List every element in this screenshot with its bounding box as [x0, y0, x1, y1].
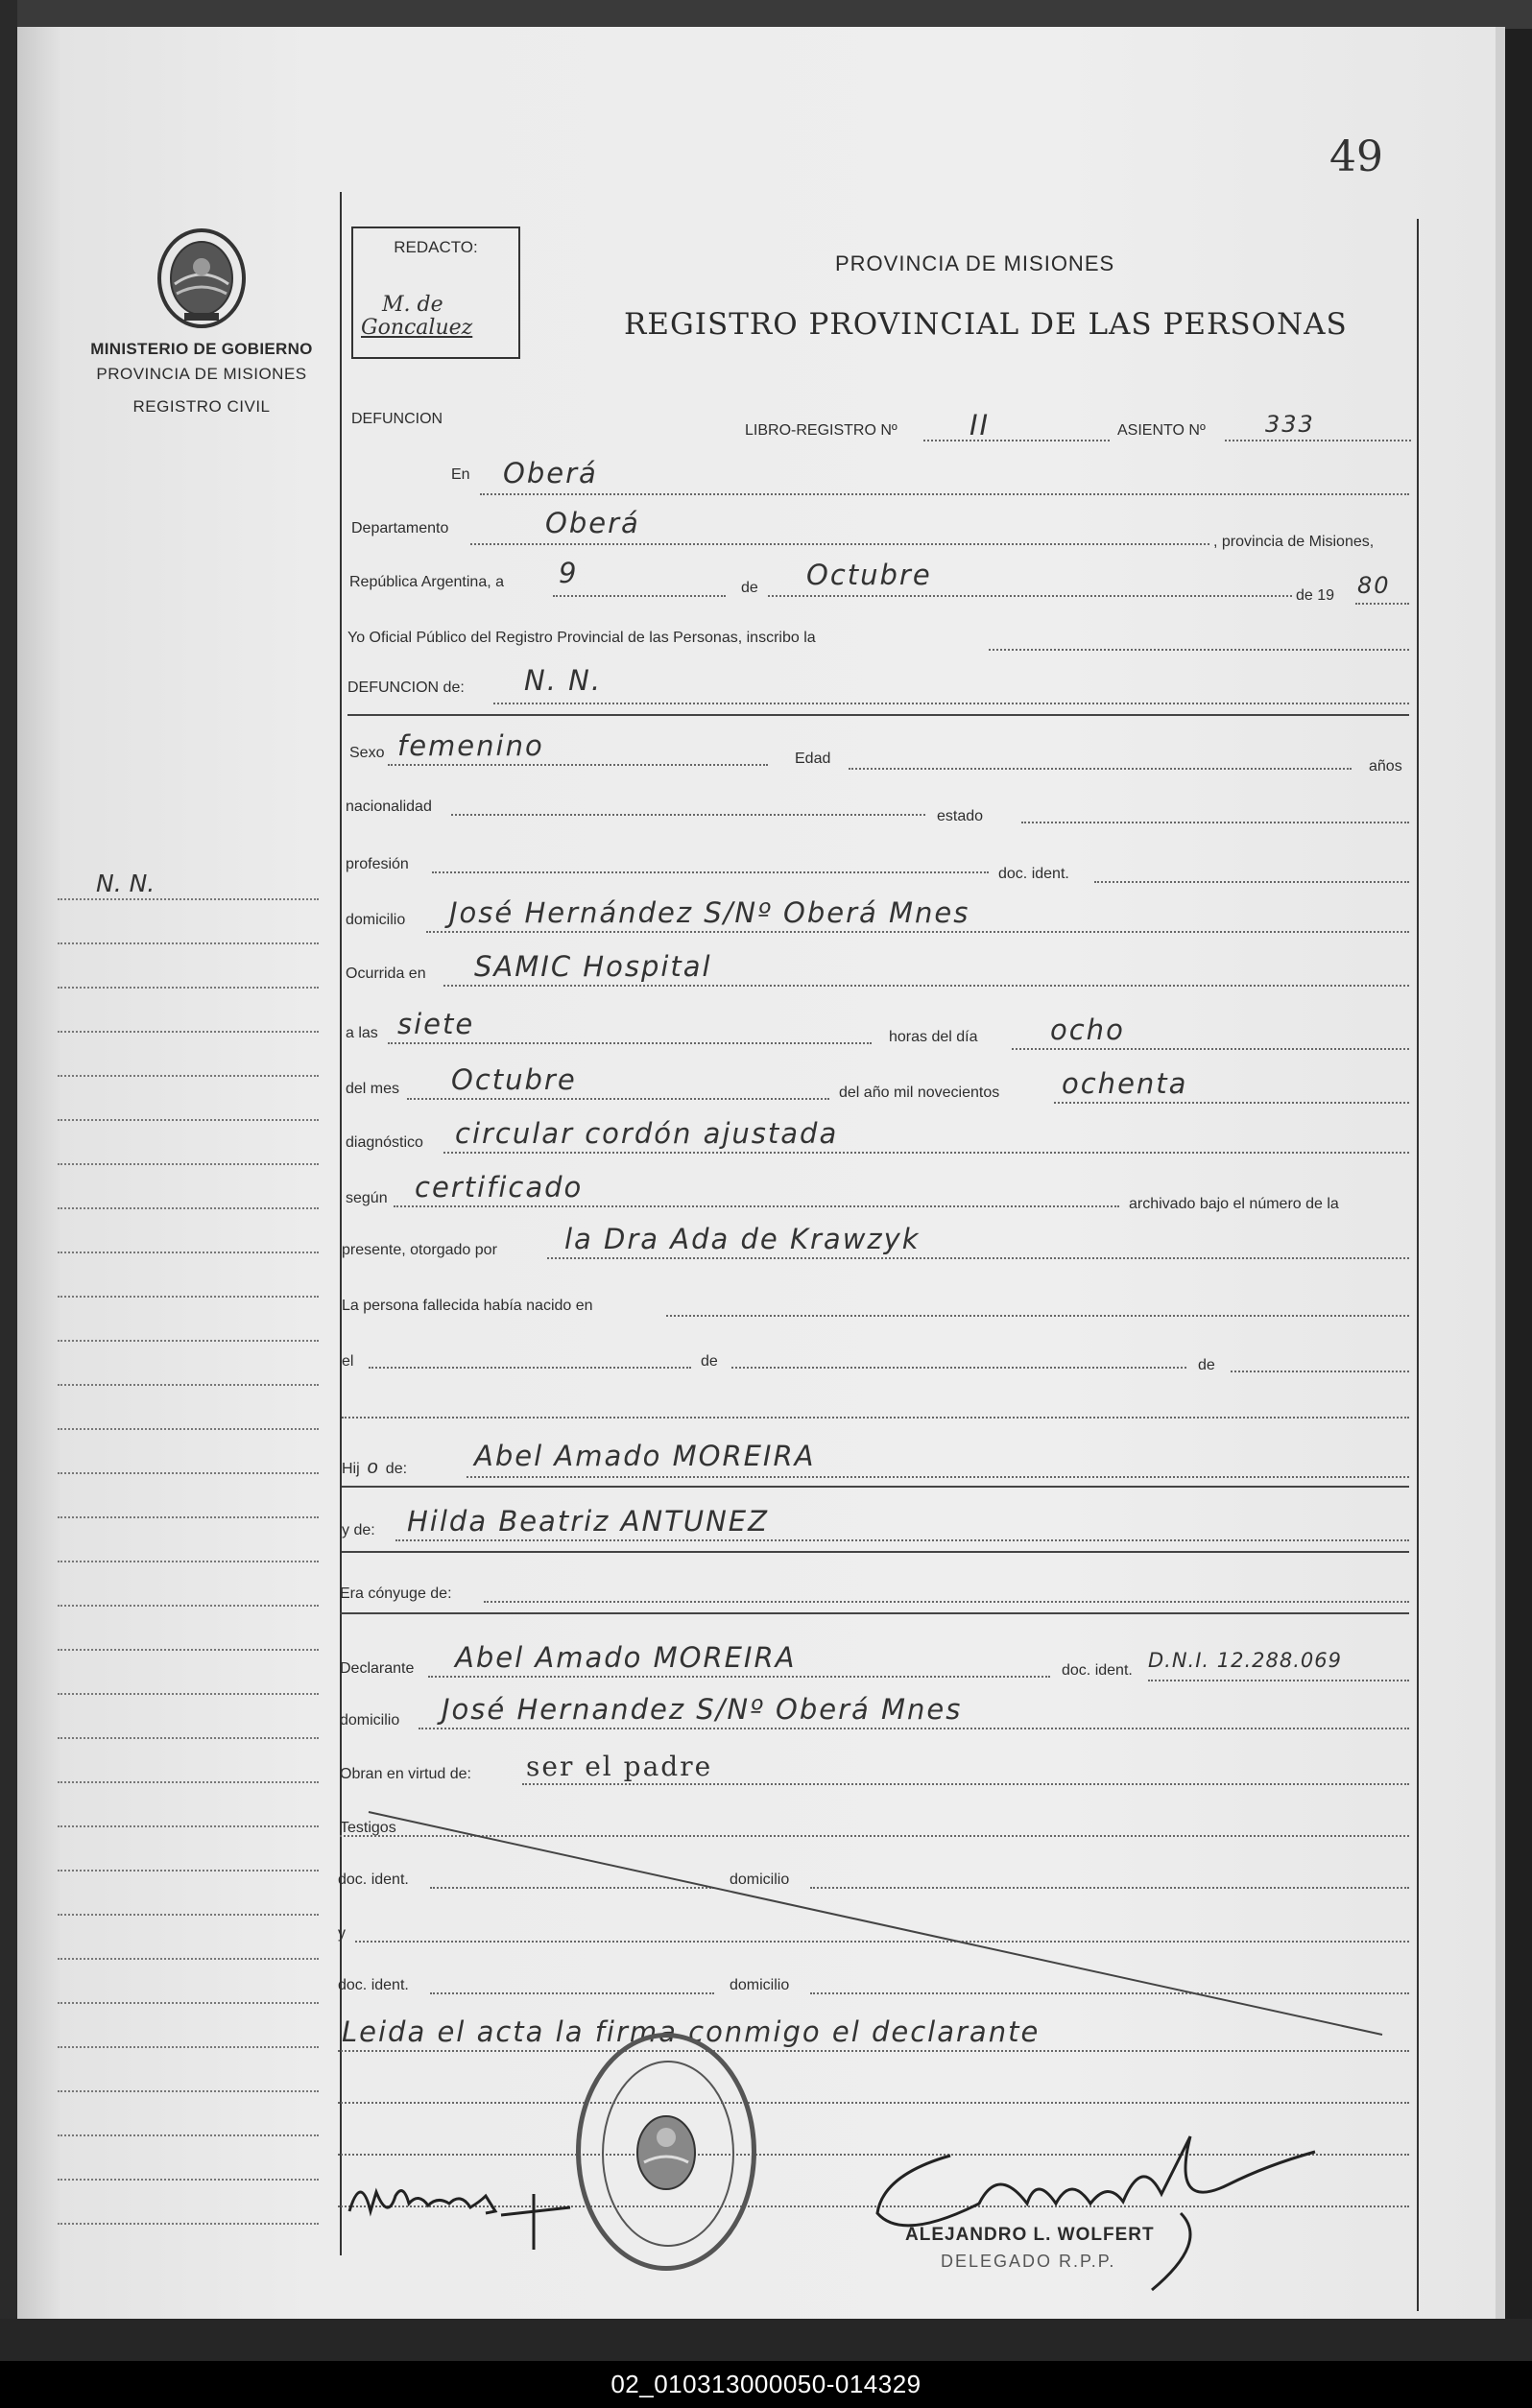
diagnostico-value: circular cordón ajustada	[455, 1117, 839, 1150]
nacido-label: La persona fallecida había nacido en	[342, 1298, 593, 1314]
decl-dom-label: domicilio	[340, 1712, 400, 1729]
type-label: DEFUNCION	[351, 411, 443, 427]
t-y-label: y	[338, 1925, 346, 1942]
t-dom2-label: domicilio	[730, 1977, 790, 1993]
en-label: En	[451, 466, 470, 483]
estado-label: estado	[937, 808, 984, 824]
el-label: el	[342, 1353, 354, 1370]
a-las-value: siete	[397, 1008, 475, 1040]
anio-mil-label: del año mil novecientos	[839, 1085, 1000, 1101]
decl-doc-value: D.N.I. 12.288.069	[1148, 1649, 1343, 1672]
departamento-label: Departamento	[351, 520, 449, 536]
t-dom-label: domicilio	[730, 1872, 790, 1888]
redacto-value-line1: M. de	[382, 293, 443, 317]
diagnostico-label: diagnóstico	[346, 1134, 423, 1151]
stamp-crest-icon	[581, 2038, 752, 2266]
edad-label: Edad	[795, 751, 831, 767]
del-mes-label: del mes	[346, 1081, 400, 1097]
obran-value: ser el padre	[526, 1751, 713, 1782]
asiento-label: ASIENTO Nº	[1117, 422, 1206, 439]
provincia-suffix: , provincia de Misiones,	[1213, 534, 1375, 550]
hijo-suffix: o	[367, 1457, 378, 1478]
obran-label: Obran en virtud de:	[340, 1766, 471, 1782]
closing-value: Leida el acta la firma conmigo el declarante	[342, 2015, 1041, 2048]
redacto-label: REDACTO:	[394, 238, 478, 256]
republica-label: República Argentina, a	[349, 574, 504, 590]
nac-de-label-1: de	[701, 1353, 718, 1370]
oficial-text: Yo Oficial Público del Registro Provincial de las Personas, inscribo la	[347, 630, 816, 646]
sexo-label: Sexo	[349, 745, 385, 761]
doc-ident-label: doc. ident.	[998, 866, 1069, 882]
header-title: REGISTRO PROVINCIAL DE LAS PERSONAS	[624, 307, 1348, 342]
officer-title: DELEGADO R.P.P.	[941, 2252, 1116, 2271]
mes-value: Octubre	[451, 1063, 577, 1096]
defuncion-de-label: DEFUNCION de:	[347, 679, 465, 696]
t-doc2-label: doc. ident.	[338, 1977, 409, 1993]
redacto-value-line2: Goncaluez	[361, 316, 473, 340]
ministry-name: MINISTERIO DE GOBIERNO	[90, 340, 313, 358]
segun-value: certificado	[415, 1171, 584, 1204]
departamento-value: Oberá	[545, 507, 640, 539]
presente-label: presente, otorgado por	[342, 1242, 497, 1258]
header-province: PROVINCIA DE MISIONES	[835, 251, 1115, 275]
anio-value: ochenta	[1062, 1067, 1188, 1100]
month-value: Octubre	[806, 559, 932, 591]
domicilio-label: domicilio	[346, 912, 406, 928]
padre-value: Abel Amado MOREIRA	[474, 1440, 816, 1472]
date-de-label: de	[741, 580, 758, 596]
defuncion-de-value: N. N.	[524, 664, 603, 697]
closing-line	[338, 2050, 1409, 2052]
libro-label: LIBRO-REGISTRO Nº	[745, 422, 898, 439]
archivado-label: archivado bajo el número de la	[1129, 1196, 1339, 1212]
domicilio-value: José Hernández S/Nº Oberá Mnes	[449, 896, 970, 929]
declarante-label: Declarante	[340, 1660, 415, 1677]
madre-value: Hilda Beatriz ANTUNEZ	[407, 1505, 769, 1538]
registry-name: REGISTRO CIVIL	[132, 397, 271, 416]
declarante-value: Abel Amado MOREIRA	[455, 1641, 797, 1674]
anios-label: años	[1369, 758, 1402, 775]
decl-doc-label: doc. ident.	[1062, 1662, 1133, 1679]
hijo-prefix: Hij	[342, 1461, 360, 1477]
image-id-footer: 02_010313000050-014329	[0, 2361, 1532, 2408]
officer-name: ALEJANDRO L. WOLFERT	[905, 2225, 1155, 2245]
t-doc-label: doc. ident.	[338, 1872, 409, 1888]
page-number: 49	[1329, 132, 1383, 181]
nacionalidad-label: nacionalidad	[346, 799, 432, 815]
province-name: PROVINCIA DE MISIONES	[96, 365, 307, 383]
asiento-value: 333	[1265, 411, 1315, 438]
day-value: 9	[559, 557, 579, 589]
scan-bottom-edge	[0, 2319, 1532, 2361]
en-value: Oberá	[503, 457, 598, 489]
ocurrida-label: Ocurrida en	[346, 966, 426, 982]
profesion-label: profesión	[346, 856, 409, 872]
year-prefix: de 19	[1296, 587, 1335, 604]
y-de-label: y de:	[342, 1522, 375, 1538]
a-las-label: a las	[346, 1025, 378, 1041]
presente-value: la Dra Ada de Krawzyk	[564, 1223, 921, 1255]
conyuge-label: Era cónyuge de:	[340, 1585, 452, 1602]
ocurrida-value: SAMIC Hospital	[474, 950, 712, 983]
segun-label: según	[346, 1190, 388, 1206]
libro-value: II	[969, 409, 991, 441]
decl-dom-value: José Hernandez S/Nº Oberá Mnes	[442, 1693, 963, 1726]
registry-stamp	[576, 2033, 756, 2271]
hijo-de-label: de:	[385, 1461, 408, 1477]
testigos-label: Testigos	[340, 1820, 396, 1836]
year-value: 80	[1357, 572, 1391, 599]
sexo-value: femenino	[397, 729, 544, 762]
dia-value: ocho	[1050, 1013, 1125, 1046]
horas-label: horas del día	[889, 1029, 978, 1045]
declarant-signature-icon	[342, 2154, 582, 2259]
margin-name: N. N.	[96, 870, 156, 897]
nac-de-label-2: de	[1198, 1357, 1215, 1373]
